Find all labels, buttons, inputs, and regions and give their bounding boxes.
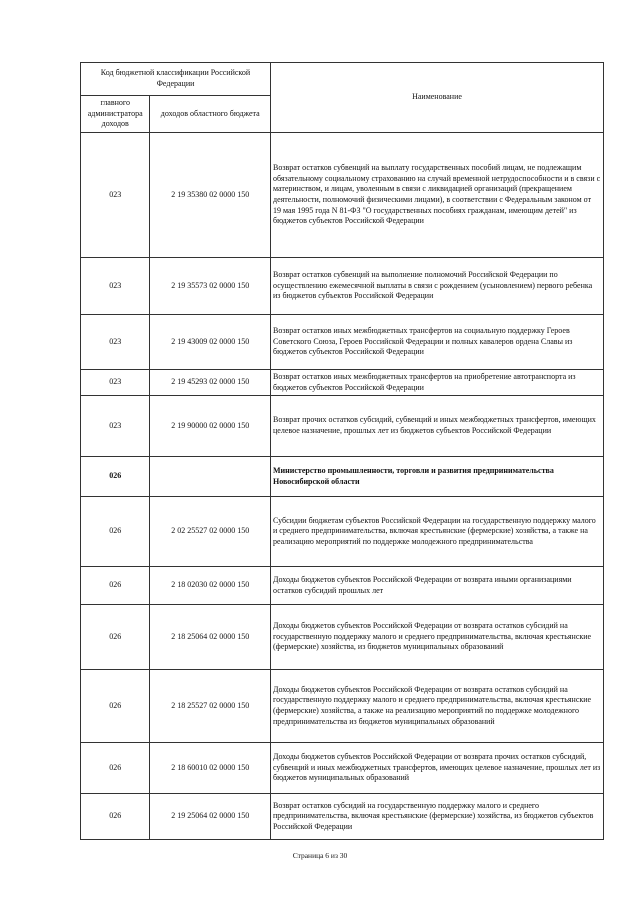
table-row — [81, 258, 604, 315]
table-row — [81, 743, 604, 794]
income-code-cell: 2 19 25064 02 0000 150 — [150, 794, 271, 840]
income-code-cell: 2 02 25527 02 0000 150 — [150, 497, 271, 567]
income-code-cell — [150, 457, 271, 497]
description-cell: Возврат остатков субвенций на выполнение полномочий Российской Федерации по осуществлению ежемесячной выплаты в связи с рождением (усыновлением) первого ребенка из бюджетов субъектов Российской Федерации — [271, 258, 604, 315]
description-cell: Возврат остатков иных межбюджетных трансфертов на приобретение автотранспорта из бюджетов субъектов Российской Федерации — [271, 370, 604, 396]
admin-code-cell: 026 — [81, 743, 150, 794]
income-code-cell: 2 19 90000 02 0000 150 — [150, 396, 271, 457]
admin-code-cell: 026 — [81, 457, 150, 497]
income-code-cell: 2 19 43009 02 0000 150 — [150, 315, 271, 370]
description-cell: Доходы бюджетов субъектов Российской Федерации от возврата прочих остатков субсидий, субвенций и иных межбюджетных трансфертов, имеющих целевое назначение, прошлых лет из бюджетов муниципальных образований — [271, 743, 604, 794]
admin-code-cell: 023 — [81, 315, 150, 370]
section-title-cell: Министерство промышленности, торговли и развития предпринимательства Новосибирской области — [271, 457, 604, 497]
admin-code-cell: 026 — [81, 794, 150, 840]
table-row-section — [81, 457, 604, 497]
income-code-cell: 2 18 02030 02 0000 150 — [150, 567, 271, 605]
admin-code-cell: 026 — [81, 605, 150, 670]
description-cell: Возврат остатков субвенций на выплату государственных пособий лицам, не подлежащим обязательному социальному страхованию на случай временной нетрудоспособности и в связи с материнством, и лицам, уволенным в связи с ликвидацией организаций (прекращением деятельности, полномочий физическими лицами), в соответствии с Федеральным законом от 19 мая 1995 года N 81-ФЗ "О государственных пособиях гражданам, имеющим детей" из бюджетов субъектов Российской Федерации — [271, 133, 604, 258]
description-cell: Возврат остатков иных межбюджетных трансфертов на социальную поддержку Героев Советского Союза, Героев Российской Федерации и полных кавалеров ордена Славы из бюджетов субъектов Российской Федерации — [271, 315, 604, 370]
description-cell: Субсидии бюджетам субъектов Российской Федерации на государственную поддержку малого и среднего предпринимательства, включая крестьянские (фермерские) хозяйства, а также на реализацию мероприятий по поддержке молодежного предпринимательства — [271, 497, 604, 567]
table-row — [81, 794, 604, 840]
description-cell: Доходы бюджетов субъектов Российской Федерации от возврата остатков субсидий на государственную поддержку малого и среднего предпринимательства, включая крестьянские (фермерские) хозяйства, а также на реализацию мероприятий по поддержке молодежного предпринимательства из бюджетов муниципальных образований — [271, 670, 604, 743]
table-row — [81, 370, 604, 396]
code-group-header: Код бюджетной классификации Российской Федерации — [81, 63, 271, 96]
admin-code-cell: 023 — [81, 396, 150, 457]
description-cell: Возврат остатков субсидий на государственную поддержку малого и среднего предпринимательства, включая крестьянские (фермерские) хозяйства, из бюджетов субъектов Российской Федерации — [271, 794, 604, 840]
table-row — [81, 605, 604, 670]
name-column-header: Наименование — [271, 63, 604, 133]
income-code-cell: 2 18 25527 02 0000 150 — [150, 670, 271, 743]
admin-code-cell: 023 — [81, 133, 150, 258]
description-cell: Доходы бюджетов субъектов Российской Федерации от возврата остатков субсидий на государственную поддержку малого и среднего предпринимательства, включая крестьянские (фермерские) хозяйства, из бюджетов муниципальных образований — [271, 605, 604, 670]
income-code-cell: 2 18 25064 02 0000 150 — [150, 605, 271, 670]
table-row — [81, 497, 604, 567]
income-code-cell: 2 19 35573 02 0000 150 — [150, 258, 271, 315]
income-code-cell: 2 19 45293 02 0000 150 — [150, 370, 271, 396]
admin-code-cell: 026 — [81, 497, 150, 567]
income-code-cell: 2 19 35380 02 0000 150 — [150, 133, 271, 258]
table-row — [81, 133, 604, 258]
table-row — [81, 315, 604, 370]
admin-code-cell: 023 — [81, 258, 150, 315]
table-row — [81, 396, 604, 457]
admin-column-header: главного администратора доходов — [81, 96, 150, 133]
description-cell: Возврат прочих остатков субсидий, субвенций и иных межбюджетных трансфертов, имеющих целевое назначение, прошлых лет из бюджетов субъектов Российской Федерации — [271, 396, 604, 457]
budget-classification-table — [80, 62, 604, 840]
income-column-header: доходов областного бюджета — [150, 96, 271, 133]
admin-code-cell: 026 — [81, 670, 150, 743]
admin-code-cell: 023 — [81, 370, 150, 396]
page-number: Страница 6 из 30 — [292, 851, 348, 860]
table-row — [81, 670, 604, 743]
admin-code-cell: 026 — [81, 567, 150, 605]
table-row — [81, 567, 604, 605]
description-cell: Доходы бюджетов субъектов Российской Федерации от возврата иными организациями остатков субсидий прошлых лет — [271, 567, 604, 605]
income-code-cell: 2 18 60010 02 0000 150 — [150, 743, 271, 794]
